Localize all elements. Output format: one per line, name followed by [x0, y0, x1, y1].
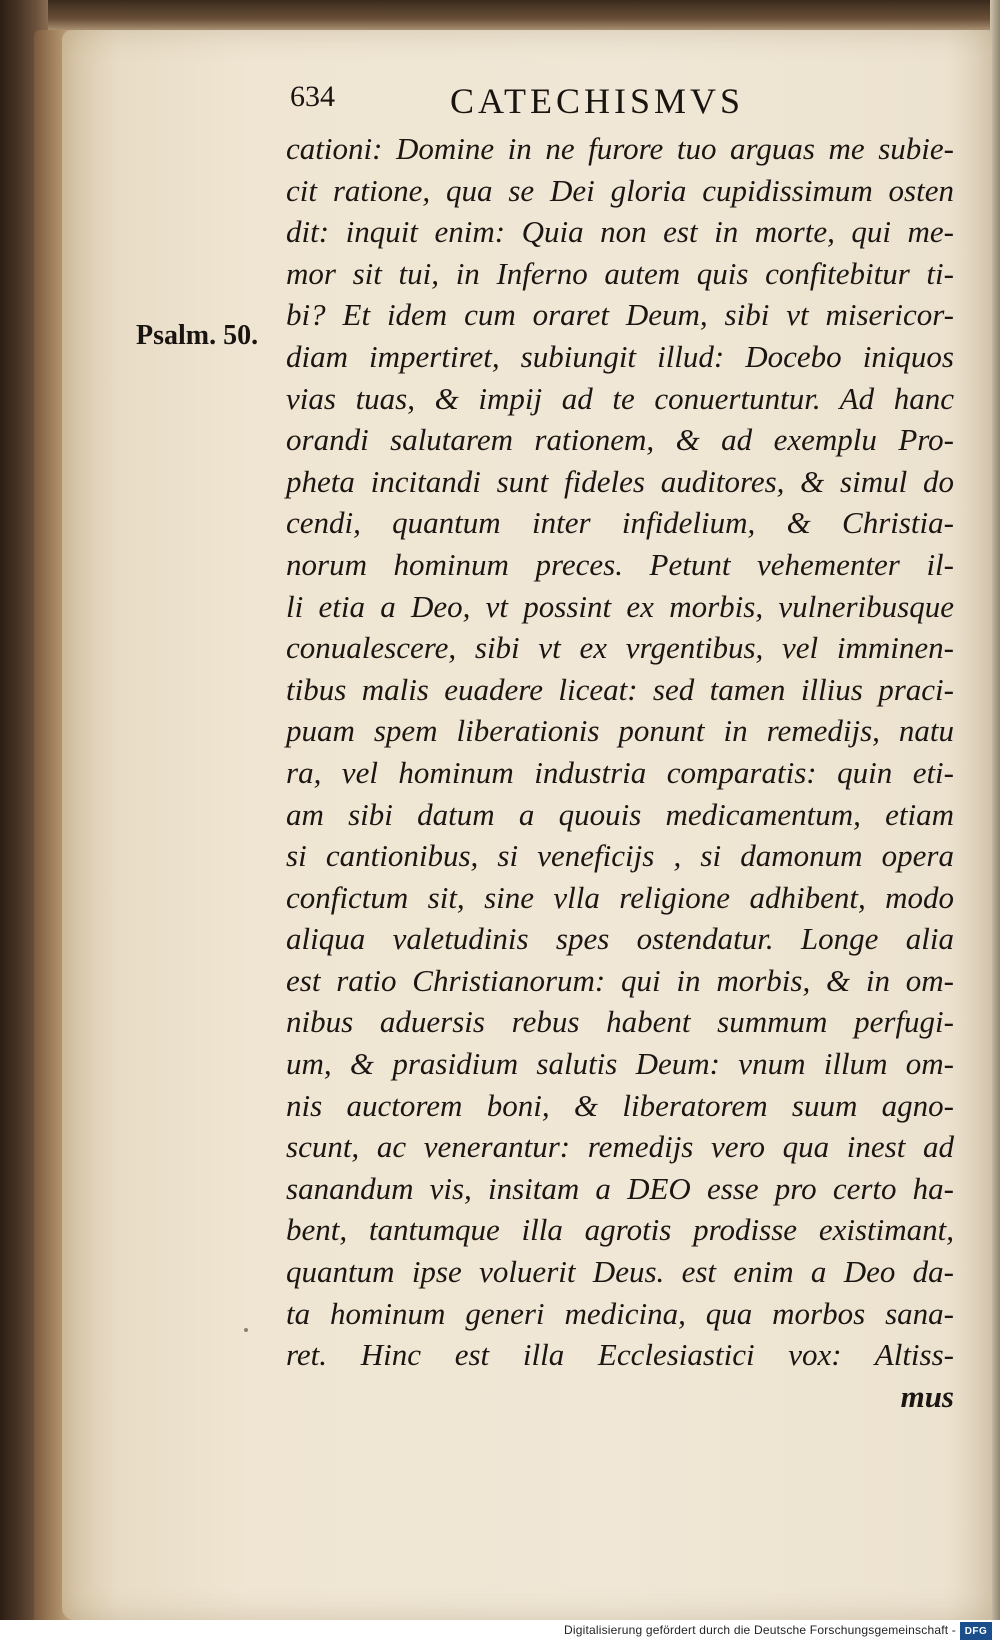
text-line: am sibi datum a quouis medicamentum, etiam [286, 796, 954, 832]
text-line: quantum ipse voluerit Deus. est enim a Deo da- [286, 1254, 954, 1290]
text-line: cit ratione, qua se Dei gloria cupidissimum osten [286, 172, 954, 208]
text-line: aliqua valetudinis spes ostendatur. Longe alia [286, 921, 954, 957]
text-line: nibus aduersis rebus habent summum perfugi- [286, 1004, 954, 1040]
page-header [290, 68, 990, 124]
text-line: nis auctorem boni, & liberatorem suum agno- [286, 1087, 954, 1123]
text-line: sanandum vis, insitam a DEO esse pro certo ha- [286, 1170, 954, 1206]
text-line: mor sit tui, in Inferno autem quis confitebitur ti- [286, 255, 954, 291]
page-number: 634 [290, 80, 335, 113]
running-title: CATECHISMVS [450, 81, 745, 121]
dfg-logo: DFG [960, 1622, 992, 1640]
margin-note-psalm-reference: Psalm. 50. [136, 320, 259, 351]
text-line: ret. Hinc est illa Ecclesiastici vox: Altiss- [286, 1337, 954, 1373]
text-line: li etia a Deo, vt possint ex morbis, vulneribusque [286, 588, 954, 624]
text-line: bi? Et idem cum oraret Deum, sibi vt misericor- [286, 297, 954, 333]
book-top-edge [0, 0, 1000, 32]
body-text [286, 128, 954, 1417]
text-line: scunt, ac venerantur: remedijs vero qua inest ad [286, 1129, 954, 1165]
text-line: bent, tantumque illa agrotis prodisse existimant, [286, 1212, 954, 1248]
catchword: mus [900, 1378, 954, 1414]
text-line: um, & prasidium salutis Deum: vnum illum om- [286, 1046, 954, 1082]
text-line: cationi: Domine in ne furore tuo arguas me subie- [286, 131, 954, 166]
text-line: puam spem liberationis ponunt in remedijs, natu [286, 713, 954, 749]
text-line: ta hominum generi medicina, qua morbos sana- [286, 1295, 954, 1331]
text-line: confictum sit, sine vlla religione adhibent, modo [286, 879, 954, 915]
text-line: orandi salutarem rationem, & ad exemplu Pro- [286, 422, 954, 458]
text-line: ra, vel hominum industria comparatis: quin eti- [286, 754, 954, 790]
text-line: norum hominum preces. Petunt vehementer il- [286, 546, 954, 582]
text-line: cendi, quantum inter infidelium, & Christia- [286, 505, 954, 541]
text-line: est ratio Christianorum: qui in morbis, & in om- [286, 962, 954, 998]
ink-speck [244, 1328, 248, 1332]
text-line: tibus malis euadere liceat: sed tamen illius praci- [286, 671, 954, 707]
text-line: diam impertiret, subiungit illud: Docebo iniquos [286, 338, 954, 374]
text-line: conualescere, sibi vt ex vrgentibus, vel imminen- [286, 630, 954, 666]
text-line: pheta incitandi sunt fideles auditores, & simul do [286, 463, 954, 499]
text-line: dit: inquit enim: Quia non est in morte, qui me- [286, 214, 954, 250]
digitization-footer [0, 1620, 1000, 1645]
text-line: vias tuas, & impij ad te conuertuntur. Ad hanc [286, 380, 954, 416]
text-line: si cantionibus, si veneficijs , si damonum opera [286, 838, 954, 874]
funding-credit: Digitalisierung gefördert durch die Deutsche Forschungsgemeinschaft - [564, 1623, 956, 1637]
